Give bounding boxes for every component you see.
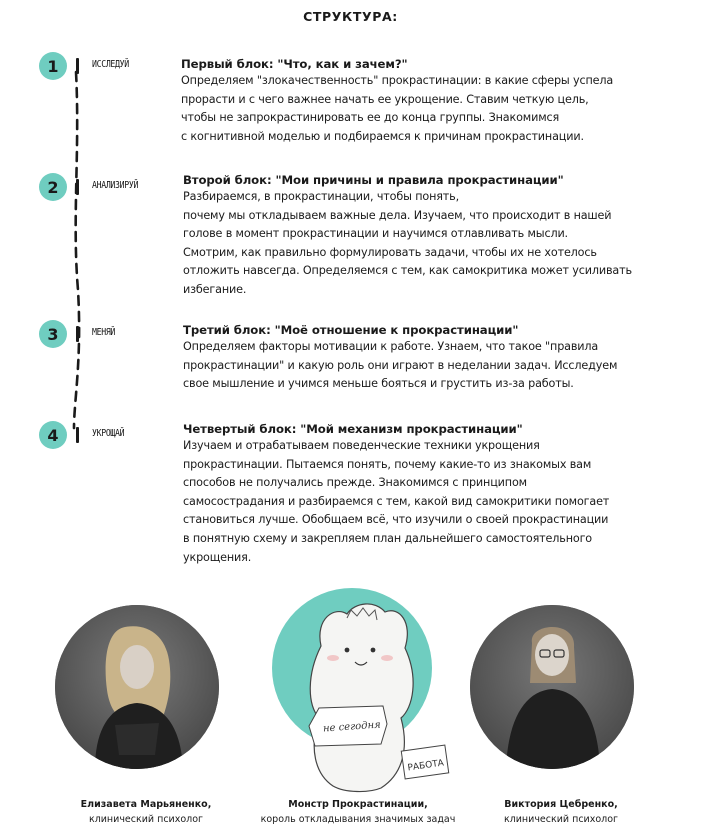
step-4-bar (76, 427, 79, 443)
caption-elizaveta (41, 797, 251, 827)
step-1-verb: ИССЛЕДУЙ (92, 59, 129, 70)
person-name: Елизавета Марьяненко, (80, 799, 212, 810)
step-1-bar (76, 58, 79, 74)
block-2-text: Разбираемся, в прокрастинации, чтобы понять, почему мы откладываем важные дела. Изучаем, что происходит в нашей голове в момент прокрастинации и научимся отлавливать мысли. Смотрим, как правильно формулировать задачи, чтобы их не хотелось отложить навсегда. Определяемся с тем, как самокритика может усиливать избегание. (183, 190, 632, 296)
person-name: Монстр Прокрастинации, (288, 799, 428, 810)
person-role: клинический психолог (88, 814, 204, 825)
person-role: клинический психолог (503, 814, 619, 825)
block-2-title: Второй блок: "Мои причины и правила прокрастинации" (183, 173, 564, 187)
block-2 (183, 172, 663, 300)
monster-sign-text: не сегодня (322, 719, 382, 735)
block-1-title: Первый блок: "Что, как и зачем?" (181, 57, 408, 71)
work-box-text: РАБОТА (407, 758, 445, 774)
person-name: Виктория Цебренко, (504, 799, 618, 810)
timeline-dashed-line (62, 70, 92, 430)
person-photo-icon (470, 605, 634, 769)
step-4-number-badge: 4 (39, 421, 67, 449)
step-4-verb: УКРОЩАЙ (92, 428, 125, 439)
step-2-number-badge: 2 (39, 173, 67, 201)
step-2-verb: АНАЛИЗИРУЙ (92, 180, 139, 191)
portrait-viktoria (470, 605, 634, 769)
block-4-text: Изучаем и отрабатываем поведенческие техники укрощения прокрастинации. Пытаемся понять, почему какие-то из знакомых вам способов не получались прежде. Знакомимся с принципом самосострадания и разбираемся с тем, какой вид самокритики помогает становиться лучше. Обобщаем всё, что изучили о своей прокрастинации в понятную схему и закрепляем план дальнейшего самостоятельного укрощения. (183, 439, 610, 564)
block-1 (181, 56, 661, 146)
step-3-bar (76, 326, 79, 342)
block-3 (183, 322, 663, 394)
person-role: король откладывания значимых задач (260, 814, 456, 825)
caption-monster (253, 797, 463, 827)
step-1-number-badge: 1 (39, 52, 67, 80)
block-3-title: Третий блок: "Моё отношение к прокрастинации" (183, 323, 519, 337)
block-4-title: Четвертый блок: "Мой механизм прокрастинации" (183, 422, 523, 436)
person-photo-icon (55, 605, 219, 769)
caption-viktoria (456, 797, 666, 827)
block-4 (183, 421, 663, 567)
step-2-bar (76, 179, 79, 195)
portrait-elizaveta (55, 605, 219, 769)
page-title: СТРУКТУРА: (303, 9, 398, 24)
block-1-text: Определяем "злокачественность" прокрастинации: в какие сферы успела прорасти и с чего важнее начать ее укрощение. Ставим четкую цель, чтобы не запрокрастинировать ее до конца группы. Знакомимся с когнитивной моделью и подбираемся к причинам прокрастинации. (181, 74, 614, 143)
monster-illustration-icon (285, 588, 460, 803)
block-3-text: Определяем факторы мотивации к работе. Узнаем, что такое "правила прокрастинации" и какую роль они играют в неделании задач. Исследуем свое мышление и учимся меньше бояться и грустить из-за работы. (183, 340, 618, 391)
step-3-number-badge: 3 (39, 320, 67, 348)
step-3-verb: МЕНЯЙ (92, 327, 116, 338)
